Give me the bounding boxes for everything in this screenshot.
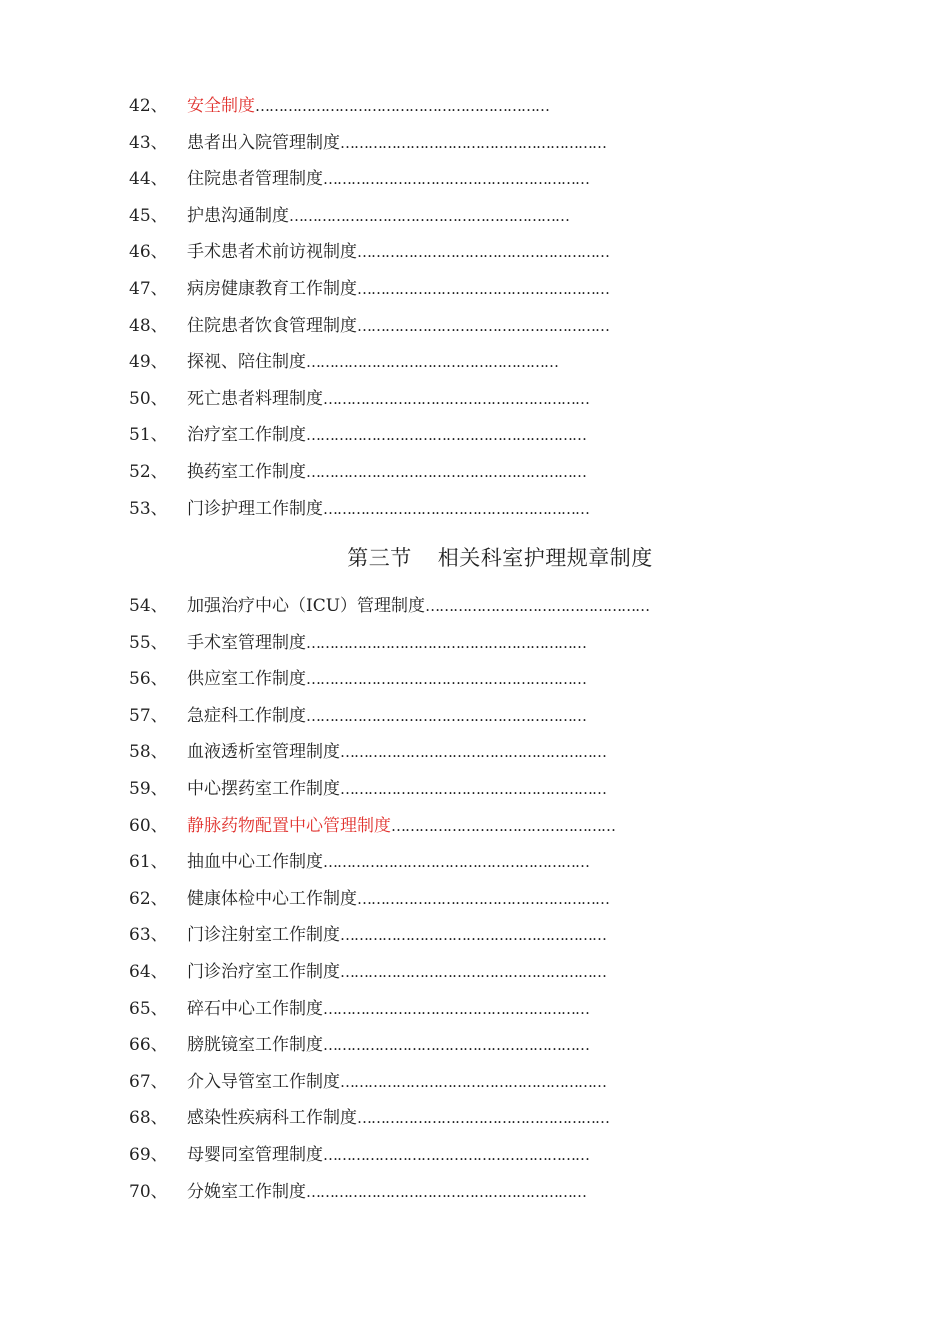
toc-entry bbox=[129, 129, 729, 166]
toc-entry-leader: ………………………………………… bbox=[391, 816, 615, 835]
toc-entry-leader: ………………………………………………… bbox=[340, 779, 606, 798]
toc-entry-leader: …………………………………………………… bbox=[306, 1182, 586, 1201]
toc-entry-leader: ………………………………………………… bbox=[323, 170, 589, 189]
toc-entry-leader: ……………………………………………… bbox=[357, 889, 609, 908]
toc-entry-number: 52、 bbox=[129, 461, 168, 482]
toc-entry bbox=[129, 702, 729, 739]
toc-entry bbox=[129, 238, 729, 275]
toc-entry-title: 门诊注射室工作制度 bbox=[187, 925, 340, 946]
toc-entry-number: 51、 bbox=[129, 425, 168, 446]
toc-entry-leader: …………………………………………………… bbox=[289, 206, 569, 225]
section-heading bbox=[0, 543, 950, 573]
toc-entry-leader: …………………………………………………… bbox=[306, 633, 586, 652]
toc-entry-title: 加强治疗中心（ICU）管理制度 bbox=[187, 596, 426, 616]
toc-entry-leader: ………………………………………………… bbox=[323, 389, 589, 408]
toc-entry-title: 健康体检中心工作制度 bbox=[187, 888, 357, 909]
toc-entry-title: 安全制度 bbox=[187, 96, 255, 116]
toc-entry-title: 静脉药物配置中心管理制度 bbox=[187, 815, 391, 836]
section-number: 第三节 bbox=[347, 546, 412, 570]
toc-entry-leader: ………………………………………………… bbox=[323, 999, 589, 1018]
toc-entry-title: 介入导管室工作制度 bbox=[187, 1071, 340, 1092]
toc-entry bbox=[129, 848, 729, 885]
toc-entry bbox=[129, 495, 729, 532]
toc-entry bbox=[129, 1104, 729, 1141]
toc-entry bbox=[129, 995, 729, 1032]
toc-entry-title: 病房健康教育工作制度 bbox=[187, 278, 357, 299]
toc-entry-number: 70、 bbox=[129, 1181, 168, 1202]
toc-entry-number: 45、 bbox=[129, 205, 168, 226]
toc-entry-number: 66、 bbox=[129, 1035, 168, 1056]
toc-entry-leader: ………………………………………………… bbox=[340, 962, 606, 981]
toc-entry-title: 抽血中心工作制度 bbox=[187, 852, 323, 873]
toc-entry bbox=[129, 1031, 729, 1068]
toc-entry bbox=[129, 312, 729, 349]
toc-entry-number: 58、 bbox=[129, 742, 168, 763]
toc-list-part-2 bbox=[129, 92, 729, 531]
toc-entry-title: 换药室工作制度 bbox=[187, 461, 306, 482]
toc-entry bbox=[129, 202, 729, 239]
toc-entry-leader: ………………………………………… bbox=[425, 597, 650, 615]
toc-entry bbox=[129, 92, 729, 129]
toc-entry-number: 64、 bbox=[129, 961, 168, 982]
toc-entry bbox=[129, 421, 729, 458]
toc-entry-number: 50、 bbox=[129, 388, 168, 409]
toc-entry bbox=[129, 958, 729, 995]
toc-entry-title: 探视、陪住制度 bbox=[187, 352, 306, 373]
toc-entry-number: 68、 bbox=[129, 1108, 168, 1129]
toc-entry-number: 53、 bbox=[129, 498, 168, 519]
toc-entry bbox=[129, 885, 729, 922]
toc-entry bbox=[129, 812, 729, 849]
toc-entry-number: 57、 bbox=[129, 705, 168, 726]
toc-entry-title: 血液透析室管理制度 bbox=[187, 742, 340, 763]
toc-entry-leader: ………………………………………………… bbox=[340, 743, 606, 762]
toc-entry-leader: ……………………………………………… bbox=[357, 279, 609, 298]
toc-entry-leader: ……………………………………………………… bbox=[255, 97, 549, 115]
toc-entry bbox=[129, 592, 729, 629]
toc-entry-number: 54、 bbox=[129, 596, 168, 616]
toc-entry bbox=[129, 458, 729, 495]
toc-entry-number: 63、 bbox=[129, 925, 168, 946]
toc-entry-title: 死亡患者料理制度 bbox=[187, 388, 323, 409]
toc-entry-title: 手术患者术前访视制度 bbox=[187, 242, 357, 263]
toc-entry bbox=[129, 275, 729, 312]
toc-entry-leader: …………………………………………………… bbox=[306, 426, 586, 445]
section-title: 相关科室护理规章制度 bbox=[437, 546, 653, 570]
toc-entry bbox=[129, 775, 729, 812]
toc-entry-number: 65、 bbox=[129, 998, 168, 1019]
toc-entry-leader: ……………………………………………… bbox=[357, 1109, 609, 1128]
toc-entry-title: 患者出入院管理制度 bbox=[187, 132, 340, 153]
toc-entry-leader: …………………………………………………… bbox=[306, 670, 586, 689]
toc-entry-number: 69、 bbox=[129, 1144, 168, 1165]
toc-entry-number: 49、 bbox=[129, 352, 168, 373]
toc-entry-title: 住院患者管理制度 bbox=[187, 169, 323, 190]
toc-entry-leader: ………………………………………………… bbox=[340, 1072, 606, 1091]
toc-entry-title: 护患沟通制度 bbox=[187, 205, 289, 226]
toc-entry-number: 59、 bbox=[129, 778, 168, 799]
toc-entry-title: 门诊治疗室工作制度 bbox=[187, 961, 340, 982]
toc-entry-title: 碎石中心工作制度 bbox=[187, 998, 323, 1019]
toc-entry-leader: ………………………………………………… bbox=[340, 133, 606, 152]
toc-entry-number: 42、 bbox=[129, 96, 168, 116]
toc-entry-title: 急症科工作制度 bbox=[187, 705, 306, 726]
toc-entry-number: 67、 bbox=[129, 1071, 168, 1092]
toc-entry-number: 56、 bbox=[129, 669, 168, 690]
toc-entry-leader: …………………………………………………… bbox=[306, 706, 586, 725]
toc-entry bbox=[129, 665, 729, 702]
toc-entry-title: 分娩室工作制度 bbox=[187, 1181, 306, 1202]
toc-entry-title: 母婴同室管理制度 bbox=[187, 1144, 323, 1165]
toc-entry-leader: ………………………………………………… bbox=[340, 926, 606, 945]
toc-entry-number: 43、 bbox=[129, 132, 168, 153]
toc-entry-number: 55、 bbox=[129, 632, 168, 653]
toc-entry bbox=[129, 921, 729, 958]
toc-entry-title: 门诊护理工作制度 bbox=[187, 498, 323, 519]
toc-list-part-3 bbox=[129, 592, 729, 1214]
toc-entry-number: 48、 bbox=[129, 315, 168, 336]
toc-entry bbox=[129, 1141, 729, 1178]
toc-entry-number: 47、 bbox=[129, 278, 168, 299]
toc-entry-number: 46、 bbox=[129, 242, 168, 263]
toc-entry-title: 手术室管理制度 bbox=[187, 632, 306, 653]
toc-entry-leader: …………………………………………………… bbox=[306, 462, 586, 481]
toc-entry-title: 中心摆药室工作制度 bbox=[187, 778, 340, 799]
toc-entry-title: 供应室工作制度 bbox=[187, 669, 306, 690]
toc-entry-title: 感染性疾病科工作制度 bbox=[187, 1108, 357, 1129]
toc-entry bbox=[129, 738, 729, 775]
toc-entry bbox=[129, 1178, 729, 1215]
toc-entry bbox=[129, 1068, 729, 1105]
toc-entry-leader: ……………………………………………… bbox=[357, 243, 609, 262]
toc-entry-leader: ……………………………………………… bbox=[357, 316, 609, 335]
toc-entry-leader: ………………………………………………… bbox=[323, 1036, 589, 1055]
toc-entry-title: 住院患者饮食管理制度 bbox=[187, 315, 357, 336]
toc-entry bbox=[129, 629, 729, 666]
toc-entry-title: 治疗室工作制度 bbox=[187, 425, 306, 446]
toc-entry bbox=[129, 385, 729, 422]
toc-entry-leader: ………………………………………………… bbox=[323, 1145, 589, 1164]
toc-entry bbox=[129, 348, 729, 385]
toc-entry-number: 44、 bbox=[129, 169, 168, 190]
toc-entry-title: 膀胱镜室工作制度 bbox=[187, 1035, 323, 1056]
toc-entry-number: 61、 bbox=[129, 852, 168, 873]
toc-entry-number: 60、 bbox=[129, 815, 168, 836]
toc-entry-leader: ……………………………………………… bbox=[306, 353, 558, 372]
toc-entry-leader: ………………………………………………… bbox=[323, 499, 589, 518]
toc-entry bbox=[129, 165, 729, 202]
toc-entry-leader: ………………………………………………… bbox=[323, 853, 589, 872]
toc-entry-number: 62、 bbox=[129, 888, 168, 909]
